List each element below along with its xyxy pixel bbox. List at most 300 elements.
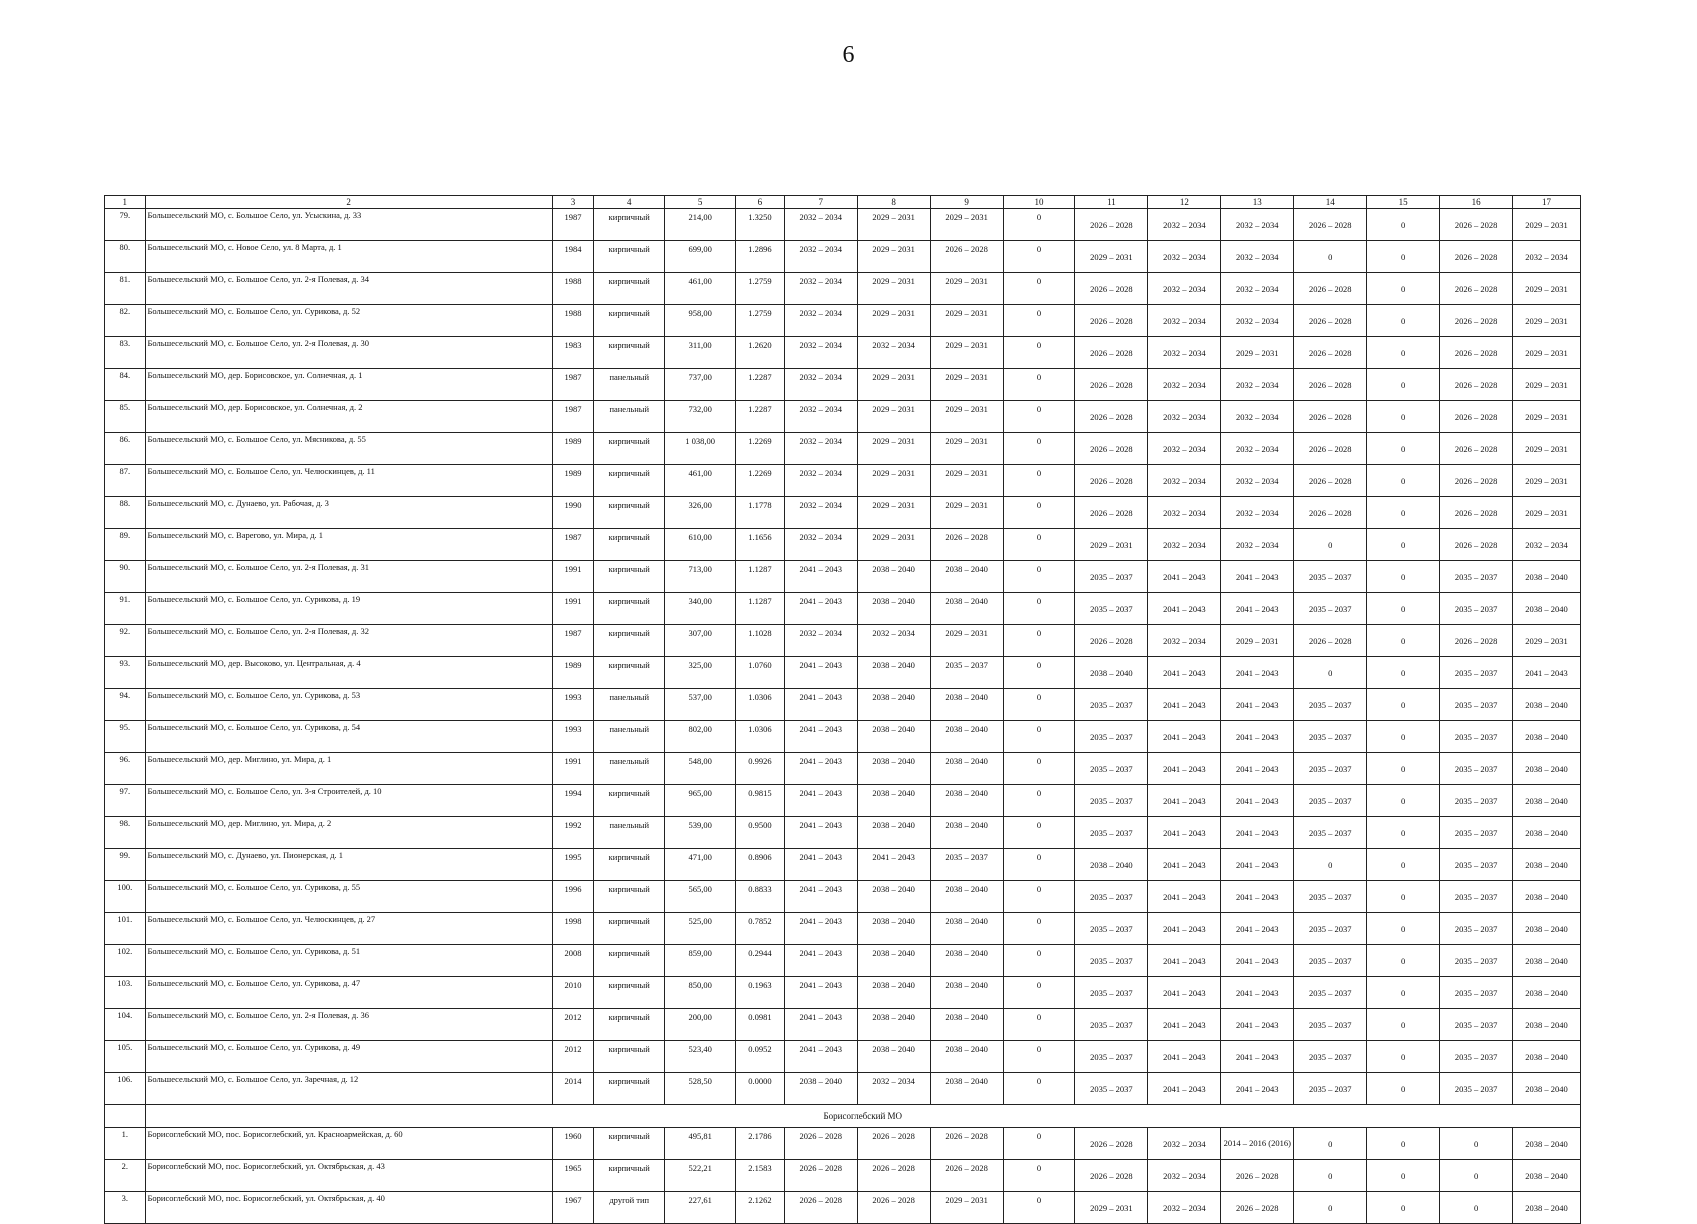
table-cell: 2026 – 2028	[1440, 433, 1513, 465]
table-cell: 2035 – 2037	[1294, 1041, 1367, 1073]
table-cell: панельный	[594, 721, 665, 753]
table-cell: 0	[1003, 593, 1075, 625]
table-cell: 2041 – 2043	[1221, 1009, 1294, 1041]
table-cell: 105.	[105, 1041, 146, 1073]
table-cell: 2029 – 2031	[857, 433, 930, 465]
table-cell: 2041 – 2043	[1148, 593, 1221, 625]
table-cell: 0.9926	[736, 753, 785, 785]
table-cell: 2032 – 2034	[784, 305, 857, 337]
table-cell: 2029 – 2031	[930, 433, 1003, 465]
table-cell: 2026 – 2028	[1440, 625, 1513, 657]
table-cell: 0	[1003, 337, 1075, 369]
table-cell: 80.	[105, 241, 146, 273]
table-cell: Борисоглебский МО, пос. Борисоглебский, ул. Октябрьская, д. 43	[145, 1160, 552, 1192]
column-header: 6	[736, 196, 785, 209]
table-cell: 0	[1367, 561, 1440, 593]
table-cell: 0	[1367, 753, 1440, 785]
table-cell: 2032 – 2034	[1148, 273, 1221, 305]
table-row	[105, 497, 1581, 529]
table-cell: 2041 – 2043	[784, 785, 857, 817]
table-cell: 2035 – 2037	[1075, 881, 1148, 913]
table-cell: 90.	[105, 561, 146, 593]
table-cell: 802,00	[665, 721, 736, 753]
table-cell: 2041 – 2043	[1148, 1041, 1221, 1073]
table-cell: 2035 – 2037	[1440, 1041, 1513, 1073]
table-cell: 0	[1367, 977, 1440, 1009]
table-cell: 2035 – 2037	[1440, 913, 1513, 945]
table-cell: 2026 – 2028	[1294, 209, 1367, 241]
table-row	[105, 593, 1581, 625]
table-row	[105, 241, 1581, 273]
table-cell: 2035 – 2037	[1440, 721, 1513, 753]
table-cell: 2035 – 2037	[1440, 977, 1513, 1009]
table-cell: 2038 – 2040	[857, 913, 930, 945]
table-cell: 2041 – 2043	[1221, 561, 1294, 593]
table-cell: Большесельский МО, с. Большое Село, ул. Сурикова, д. 55	[145, 881, 552, 913]
table-cell: 93.	[105, 657, 146, 689]
table-cell: 2032 – 2034	[1513, 529, 1581, 561]
table-cell: 2035 – 2037	[1294, 721, 1367, 753]
table-cell: 0	[1003, 401, 1075, 433]
table-cell: 1987	[552, 369, 594, 401]
table-cell: 2026 – 2028	[1075, 1160, 1148, 1192]
table-cell: 2041 – 2043	[1221, 785, 1294, 817]
column-header: 11	[1075, 196, 1148, 209]
table-cell: кирпичный	[594, 881, 665, 913]
table-cell: 2038 – 2040	[857, 753, 930, 785]
table-row	[105, 625, 1581, 657]
table-cell: 2041 – 2043	[1148, 817, 1221, 849]
table-cell: 2029 – 2031	[1513, 497, 1581, 529]
table-cell: 1.2269	[736, 433, 785, 465]
table-cell: 2012	[552, 1009, 594, 1041]
table-cell: 522,21	[665, 1160, 736, 1192]
table-row	[105, 657, 1581, 689]
table-cell: 0	[1003, 849, 1075, 881]
table-cell: 0	[1003, 273, 1075, 305]
table-row	[105, 753, 1581, 785]
table-cell: 1987	[552, 625, 594, 657]
table-cell: Большесельский МО, с. Большое Село, ул. Сурикова, д. 19	[145, 593, 552, 625]
table-cell: 1998	[552, 913, 594, 945]
table-cell: 2038 – 2040	[1513, 945, 1581, 977]
table-cell: 537,00	[665, 689, 736, 721]
table-cell: кирпичный	[594, 849, 665, 881]
table-row	[105, 465, 1581, 497]
table-cell: 325,00	[665, 657, 736, 689]
table-cell: 82.	[105, 305, 146, 337]
table-cell: 0	[1367, 305, 1440, 337]
table-cell: 539,00	[665, 817, 736, 849]
table-cell: панельный	[594, 369, 665, 401]
table-cell: 2041 – 2043	[784, 945, 857, 977]
table-cell: 0	[1003, 433, 1075, 465]
table-cell: 2041 – 2043	[1148, 1073, 1221, 1105]
table-cell: 2038 – 2040	[1513, 1192, 1581, 1224]
table-row	[105, 881, 1581, 913]
table-cell: 1988	[552, 273, 594, 305]
table-cell: 2032 – 2034	[1148, 465, 1221, 497]
table-cell: 2035 – 2037	[1075, 721, 1148, 753]
table-cell: 2035 – 2037	[1294, 945, 1367, 977]
table-cell: 2029 – 2031	[1513, 625, 1581, 657]
table-cell: 100.	[105, 881, 146, 913]
table-cell: кирпичный	[594, 977, 665, 1009]
table-row	[105, 721, 1581, 753]
table-cell: 2029 – 2031	[1513, 273, 1581, 305]
table-cell: 0	[1003, 1128, 1075, 1160]
table-cell: 2041 – 2043	[1148, 785, 1221, 817]
table-cell: 101.	[105, 913, 146, 945]
table-cell: 2041 – 2043	[784, 721, 857, 753]
table-cell: Большесельский МО, с. Большое Село, ул. Сурикова, д. 49	[145, 1041, 552, 1073]
column-header: 9	[930, 196, 1003, 209]
table-cell: 2041 – 2043	[1148, 945, 1221, 977]
table-cell: 1991	[552, 561, 594, 593]
table-cell: 2038 – 2040	[930, 881, 1003, 913]
table-cell: 0	[1367, 273, 1440, 305]
table-cell: 2035 – 2037	[1075, 913, 1148, 945]
table-cell: 79.	[105, 209, 146, 241]
table-cell: 2026 – 2028	[1075, 273, 1148, 305]
table-cell: 0	[1003, 785, 1075, 817]
table-cell: 0	[1367, 497, 1440, 529]
table-cell: 2014 – 2016 (2016)	[1221, 1128, 1294, 1160]
table-cell: 1.2287	[736, 369, 785, 401]
table-cell: 2038 – 2040	[1513, 1160, 1581, 1192]
table-cell: 2026 – 2028	[1294, 401, 1367, 433]
table-cell: 2026 – 2028	[784, 1160, 857, 1192]
table-cell: 2035 – 2037	[1075, 1073, 1148, 1105]
table-cell: 2032 – 2034	[1221, 209, 1294, 241]
table-cell: 0	[1003, 305, 1075, 337]
table-cell: 737,00	[665, 369, 736, 401]
column-header: 12	[1148, 196, 1221, 209]
table-cell: 0	[1003, 241, 1075, 273]
table-cell: 2026 – 2028	[1440, 209, 1513, 241]
table-cell: 1987	[552, 209, 594, 241]
table-cell: 0	[1003, 689, 1075, 721]
table-cell: 2038 – 2040	[857, 689, 930, 721]
table-cell: 1967	[552, 1192, 594, 1224]
table-cell: 2041 – 2043	[1148, 1009, 1221, 1041]
table-cell: 2041 – 2043	[1221, 913, 1294, 945]
table-cell: 0.0000	[736, 1073, 785, 1105]
table-cell: 2026 – 2028	[1075, 465, 1148, 497]
table-cell: 1.2896	[736, 241, 785, 273]
table-cell: 2032 – 2034	[1148, 529, 1221, 561]
table-cell: 2035 – 2037	[1440, 657, 1513, 689]
table-cell: 2026 – 2028	[930, 529, 1003, 561]
table-cell: 958,00	[665, 305, 736, 337]
table-cell: 2032 – 2034	[1148, 241, 1221, 273]
table-cell: 1 038,00	[665, 433, 736, 465]
table-cell: 0	[1367, 721, 1440, 753]
table-cell: 965,00	[665, 785, 736, 817]
table-cell: кирпичный	[594, 1128, 665, 1160]
table-cell: 88.	[105, 497, 146, 529]
table-cell: 2026 – 2028	[1440, 465, 1513, 497]
column-header: 1	[105, 196, 146, 209]
table-cell: 2035 – 2037	[1440, 881, 1513, 913]
table-cell: 0.1963	[736, 977, 785, 1009]
table-cell: 2038 – 2040	[1513, 1128, 1581, 1160]
table-cell: 2029 – 2031	[930, 273, 1003, 305]
table-cell: 2041 – 2043	[1148, 721, 1221, 753]
table-cell: 2032 – 2034	[1221, 497, 1294, 529]
table-cell: 0	[1294, 657, 1367, 689]
table-cell: 1.2759	[736, 273, 785, 305]
table-cell: 0	[1367, 881, 1440, 913]
table-cell: 2041 – 2043	[784, 817, 857, 849]
table-cell: 2038 – 2040	[857, 721, 930, 753]
table-cell: 2041 – 2043	[1513, 657, 1581, 689]
table-cell: 86.	[105, 433, 146, 465]
column-header: 10	[1003, 196, 1075, 209]
table-cell: 2035 – 2037	[1294, 593, 1367, 625]
column-header: 7	[784, 196, 857, 209]
table-cell: 2.1786	[736, 1128, 785, 1160]
table-cell: 227,61	[665, 1192, 736, 1224]
table-cell: 523,40	[665, 1041, 736, 1073]
column-header: 3	[552, 196, 594, 209]
table-cell: 2041 – 2043	[784, 849, 857, 881]
column-header: 17	[1513, 196, 1581, 209]
table-cell: 2032 – 2034	[1148, 209, 1221, 241]
table-cell: 0	[1367, 689, 1440, 721]
table-cell: 2041 – 2043	[1221, 721, 1294, 753]
table-cell: 2032 – 2034	[857, 1073, 930, 1105]
table-row	[105, 305, 1581, 337]
table-cell: 2032 – 2034	[784, 433, 857, 465]
table-cell: 0	[1367, 1073, 1440, 1105]
table-row	[105, 1128, 1581, 1160]
table-cell: 103.	[105, 977, 146, 1009]
housing-repair-schedule-table	[104, 195, 1581, 1224]
table-cell: 2029 – 2031	[1221, 625, 1294, 657]
table-cell: 2035 – 2037	[1294, 753, 1367, 785]
column-header: 13	[1221, 196, 1294, 209]
table-cell: 1995	[552, 849, 594, 881]
table-cell: 2038 – 2040	[857, 881, 930, 913]
table-cell: 2035 – 2037	[1075, 945, 1148, 977]
table-cell: 0	[1367, 209, 1440, 241]
table-cell: 2035 – 2037	[1440, 753, 1513, 785]
table-cell: 2029 – 2031	[930, 401, 1003, 433]
table-cell: 84.	[105, 369, 146, 401]
table-cell: 850,00	[665, 977, 736, 1009]
table-cell: 2032 – 2034	[1221, 529, 1294, 561]
table-cell: 1.0306	[736, 721, 785, 753]
table-cell: панельный	[594, 689, 665, 721]
table-cell: 2041 – 2043	[1148, 977, 1221, 1009]
table-cell: Большесельский МО, с. Большое Село, ул. Усыскина, д. 33	[145, 209, 552, 241]
table-cell: 0	[1294, 529, 1367, 561]
table-cell: 2041 – 2043	[1148, 561, 1221, 593]
table-cell: 2038 – 2040	[1513, 1041, 1581, 1073]
table-cell: 2038 – 2040	[930, 1073, 1003, 1105]
table-cell: кирпичный	[594, 561, 665, 593]
table-cell: 94.	[105, 689, 146, 721]
table-cell: 102.	[105, 945, 146, 977]
table-cell: 0	[1003, 657, 1075, 689]
table-cell: 2038 – 2040	[1075, 657, 1148, 689]
table-cell: Большесельский МО, дер. Борисовское, ул. Солнечная, д. 2	[145, 401, 552, 433]
table-cell: кирпичный	[594, 465, 665, 497]
table-cell: 2029 – 2031	[930, 625, 1003, 657]
table-cell: 0	[1294, 1128, 1367, 1160]
table-cell: 2026 – 2028	[1075, 305, 1148, 337]
table-cell: Большесельский МО, с. Большое Село, ул. Челюскинцев, д. 27	[145, 913, 552, 945]
table-cell: 2041 – 2043	[1221, 945, 1294, 977]
table-cell: 2038 – 2040	[1513, 593, 1581, 625]
table-cell: 461,00	[665, 465, 736, 497]
table-cell: 2026 – 2028	[1075, 625, 1148, 657]
table-cell: 2038 – 2040	[857, 1009, 930, 1041]
table-cell: 2029 – 2031	[930, 209, 1003, 241]
table-cell: 2032 – 2034	[784, 209, 857, 241]
table-cell: 2041 – 2043	[784, 913, 857, 945]
table-cell: 2035 – 2037	[1294, 913, 1367, 945]
table-cell: 2.1583	[736, 1160, 785, 1192]
table-cell: 2038 – 2040	[784, 1073, 857, 1105]
table-row	[105, 209, 1581, 241]
table-cell: 2026 – 2028	[857, 1128, 930, 1160]
table-cell: 2035 – 2037	[1294, 785, 1367, 817]
table-cell: 2035 – 2037	[1440, 817, 1513, 849]
table-cell: 0	[1440, 1160, 1513, 1192]
table-cell: 0	[1003, 497, 1075, 529]
column-header: 14	[1294, 196, 1367, 209]
table-cell: 2041 – 2043	[784, 753, 857, 785]
table-cell: Большесельский МО, с. Большое Село, ул. Челюскинцев, д. 11	[145, 465, 552, 497]
table-cell: кирпичный	[594, 433, 665, 465]
table-cell: 2026 – 2028	[1294, 337, 1367, 369]
table-row	[105, 1009, 1581, 1041]
table-cell: 1988	[552, 305, 594, 337]
table-cell: Большесельский МО, с. Большое Село, ул. Сурикова, д. 53	[145, 689, 552, 721]
table-cell: 2038 – 2040	[930, 561, 1003, 593]
table-cell: 2041 – 2043	[784, 689, 857, 721]
table-cell: 0	[1003, 913, 1075, 945]
table-cell: 87.	[105, 465, 146, 497]
table-cell: 97.	[105, 785, 146, 817]
table-cell: 0	[1367, 1009, 1440, 1041]
table-cell: 200,00	[665, 1009, 736, 1041]
table-cell: 0	[1367, 913, 1440, 945]
table-cell: 0.8906	[736, 849, 785, 881]
table-cell: кирпичный	[594, 657, 665, 689]
column-header: 15	[1367, 196, 1440, 209]
table-cell: 0	[1003, 1073, 1075, 1105]
table-cell: 0.2944	[736, 945, 785, 977]
table-cell: 2041 – 2043	[784, 977, 857, 1009]
table-cell: 2029 – 2031	[1513, 465, 1581, 497]
table-cell: 2029 – 2031	[1513, 369, 1581, 401]
table-cell: 2041 – 2043	[784, 881, 857, 913]
table-cell: Большесельский МО, с. Большое Село, ул. 2-я Полевая, д. 36	[145, 1009, 552, 1041]
table-cell: 2038 – 2040	[1513, 1073, 1581, 1105]
table-cell: 2032 – 2034	[857, 337, 930, 369]
table-cell: 2035 – 2037	[1294, 817, 1367, 849]
table-cell: 2041 – 2043	[1221, 593, 1294, 625]
table-cell: 2035 – 2037	[1294, 1073, 1367, 1105]
table-cell: 2038 – 2040	[857, 657, 930, 689]
table-cell: 2026 – 2028	[1440, 401, 1513, 433]
table-cell: 2035 – 2037	[1440, 849, 1513, 881]
table-cell: 2038 – 2040	[930, 689, 1003, 721]
table-cell: 2029 – 2031	[930, 305, 1003, 337]
table-row	[105, 689, 1581, 721]
column-header: 8	[857, 196, 930, 209]
table-cell: 2026 – 2028	[1294, 305, 1367, 337]
table-cell: 2041 – 2043	[1221, 657, 1294, 689]
table-cell: 2041 – 2043	[1221, 817, 1294, 849]
page-number: 6	[842, 42, 855, 68]
table-cell: 2032 – 2034	[784, 465, 857, 497]
table-cell: 2038 – 2040	[1513, 689, 1581, 721]
table-cell: 1984	[552, 241, 594, 273]
table-cell: 2026 – 2028	[857, 1192, 930, 1224]
table-cell: 2038 – 2040	[857, 817, 930, 849]
table-cell: 1989	[552, 433, 594, 465]
table-cell: 2029 – 2031	[930, 337, 1003, 369]
table-cell: 2038 – 2040	[857, 561, 930, 593]
table-cell: 0	[1367, 401, 1440, 433]
table-cell: 1989	[552, 465, 594, 497]
table-cell: 2026 – 2028	[1440, 529, 1513, 561]
table-cell: 0	[1367, 337, 1440, 369]
table-cell: 2032 – 2034	[784, 273, 857, 305]
table-cell: кирпичный	[594, 209, 665, 241]
table-cell: 2038 – 2040	[1513, 785, 1581, 817]
table-cell: 2041 – 2043	[1148, 881, 1221, 913]
table-cell: 525,00	[665, 913, 736, 945]
table-cell: 104.	[105, 1009, 146, 1041]
table-cell: 2029 – 2031	[930, 497, 1003, 529]
table-cell: кирпичный	[594, 273, 665, 305]
table-cell: кирпичный	[594, 305, 665, 337]
table-row	[105, 337, 1581, 369]
table-cell: кирпичный	[594, 529, 665, 561]
table-cell: 1965	[552, 1160, 594, 1192]
table-cell: 2014	[552, 1073, 594, 1105]
table-cell: Большесельский МО, дер. Высоково, ул. Центральная, д. 4	[145, 657, 552, 689]
table-cell: 2035 – 2037	[1440, 785, 1513, 817]
table-cell: 91.	[105, 593, 146, 625]
table-cell: 1989	[552, 657, 594, 689]
table-body	[105, 196, 1581, 1224]
table-cell: 495,81	[665, 1128, 736, 1160]
table-cell: 2029 – 2031	[857, 273, 930, 305]
table-cell: 99.	[105, 849, 146, 881]
table-cell: Большесельский МО, дер. Миглино, ул. Мира, д. 2	[145, 817, 552, 849]
table-cell: 2032 – 2034	[1221, 369, 1294, 401]
table-cell: 2026 – 2028	[1075, 337, 1148, 369]
table-cell: 0	[1003, 1041, 1075, 1073]
table-cell: 1.2269	[736, 465, 785, 497]
table-cell: 2038 – 2040	[930, 1009, 1003, 1041]
table-cell: 461,00	[665, 273, 736, 305]
table-cell: панельный	[594, 817, 665, 849]
table-row	[105, 785, 1581, 817]
table-cell: Большесельский МО, с. Большое Село, ул. 2-я Полевая, д. 34	[145, 273, 552, 305]
table-cell: Большесельский МО, с. Большое Село, ул. Заречная, д. 12	[145, 1073, 552, 1105]
table-cell: 2035 – 2037	[930, 849, 1003, 881]
table-cell: 0	[1367, 593, 1440, 625]
table-cell: 0	[1003, 369, 1075, 401]
table-cell: 2035 – 2037	[1440, 1009, 1513, 1041]
